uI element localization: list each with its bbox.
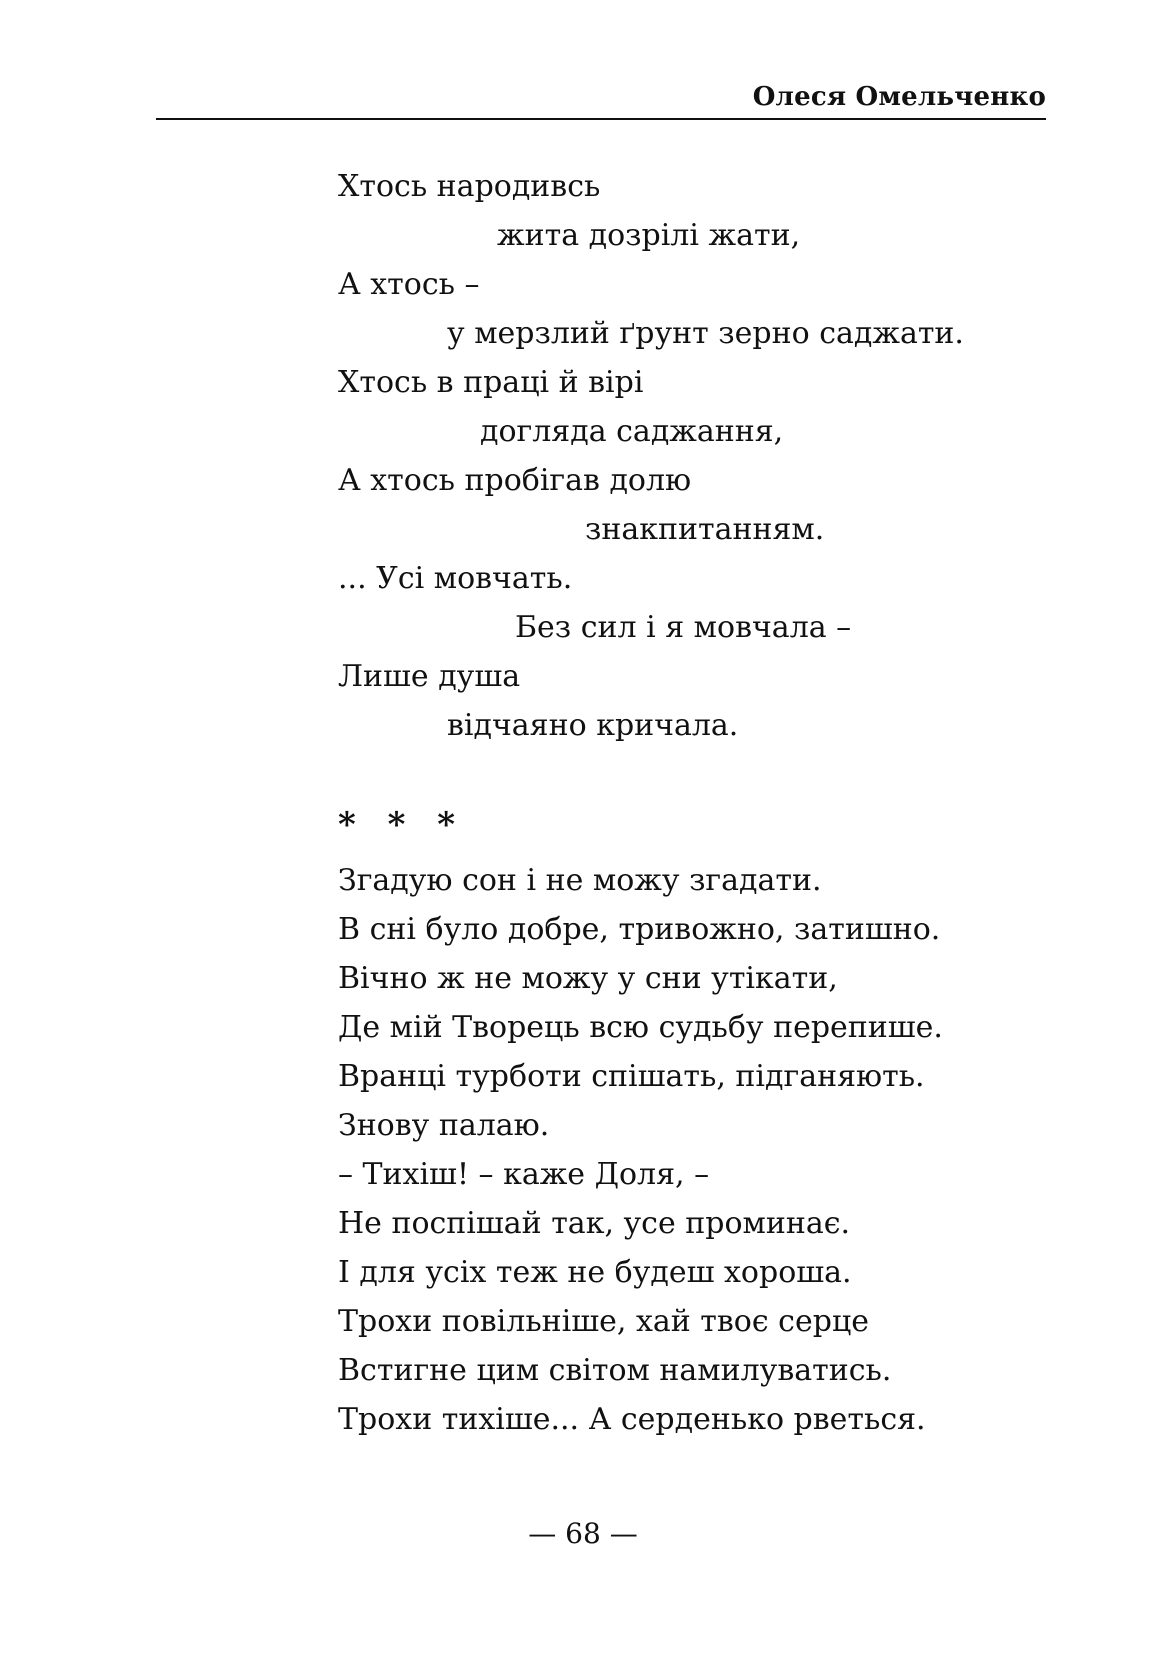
poem-line: Встигне цим світом намилуватись. xyxy=(338,1353,892,1388)
poem-line: знакпитанням. xyxy=(585,512,825,547)
poem-line: ... Усі мовчать. xyxy=(338,561,573,596)
poem-line: І для усіх теж не будеш хороша. xyxy=(338,1255,852,1290)
poem-line: А хтось пробігав долю xyxy=(338,463,692,498)
poem-line: у мерзлий ґрунт зерно саджати. xyxy=(447,316,964,351)
poem-line: жита дозрілі жати, xyxy=(497,218,801,253)
poem-line: А хтось – xyxy=(338,267,480,302)
poem-line: – Тихіш! – каже Доля, – xyxy=(338,1157,710,1192)
poem-line: відчаяно кричала. xyxy=(447,708,739,743)
poem-line: Трохи повільніше, хай твоє серце xyxy=(338,1304,869,1339)
page-number: — 68 — xyxy=(528,1517,638,1550)
poem-line: Не поспішай так, усе проминає. xyxy=(338,1206,851,1241)
poem-line: Хтось народивсь xyxy=(338,169,601,204)
poem-line: В сні було добре, тривожно, затишно. xyxy=(338,912,941,947)
poem-line: догляда саджання, xyxy=(480,414,784,449)
poem-line: Згадую сон і не можу згадати. xyxy=(338,863,822,898)
section-separator: * * * xyxy=(338,805,466,845)
header-divider xyxy=(156,118,1046,120)
poem-line: Знову палаю. xyxy=(338,1108,550,1143)
poem-line: Де мій Творець всю судьбу перепише. xyxy=(338,1010,943,1045)
poem-line: Хтось в праці й вірі xyxy=(338,365,644,400)
poem-line: Трохи тихіше... А серденько рветься. xyxy=(338,1402,926,1437)
poem-line: Лише душа xyxy=(338,659,521,694)
poem-line: Вранці турботи спішать, підганяють. xyxy=(338,1059,925,1094)
poem-line: Вічно ж не можу у сни утікати, xyxy=(338,961,838,996)
poem-line: Без сил і я мовчала – xyxy=(515,610,852,645)
running-header-author: Олеся Омельченко xyxy=(752,82,1046,112)
